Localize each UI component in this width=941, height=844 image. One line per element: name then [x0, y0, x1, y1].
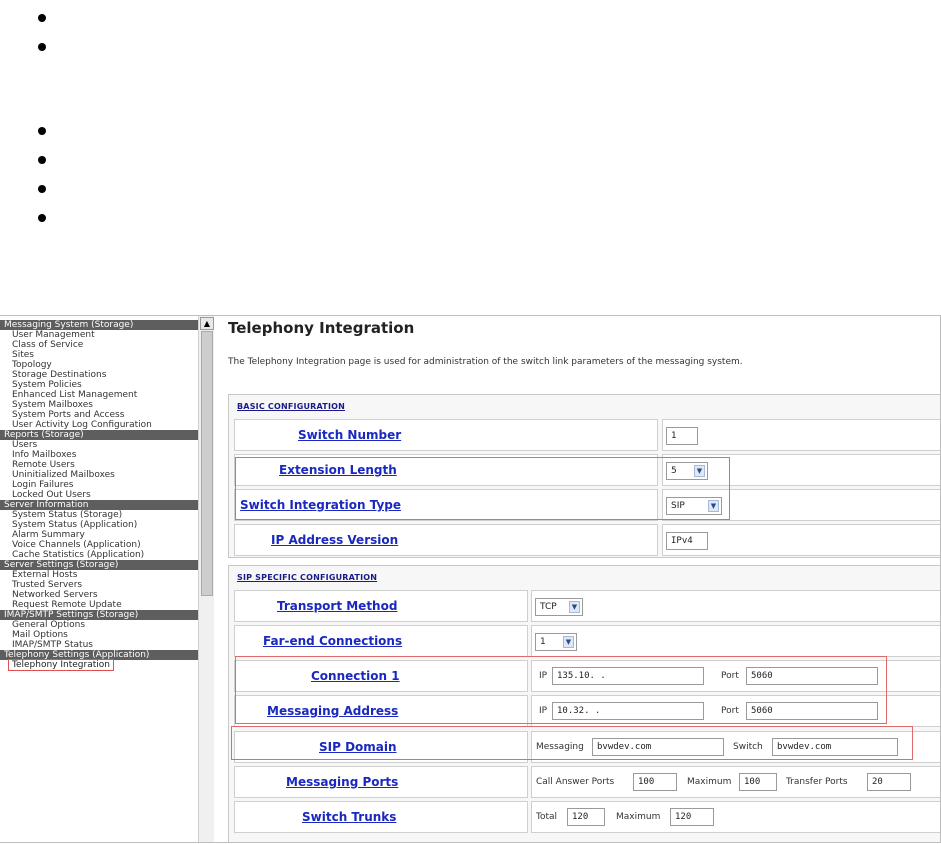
messaging-address-ip-input[interactable]: 10.32. .: [552, 702, 704, 720]
bullet-point: [38, 156, 46, 164]
ip-label: IP: [539, 671, 548, 681]
sidebar-item[interactable]: IMAP/SMTP Status: [12, 640, 93, 650]
basic-configuration-header: BASIC CONFIGURATION: [237, 402, 346, 411]
sidebar-item[interactable]: Class of Service: [12, 340, 84, 350]
ip-address-version-value-cell: [662, 524, 941, 556]
switch-integration-type-value: SIP: [671, 501, 685, 511]
port-label: Port: [721, 706, 739, 716]
sidebar-item[interactable]: User Management: [12, 330, 95, 340]
page-title: Telephony Integration: [228, 319, 415, 337]
sidebar-item[interactable]: Info Mailboxes: [12, 450, 77, 460]
sidebar-item[interactable]: Networked Servers: [12, 590, 98, 600]
messaging-address-value-cell: [531, 695, 941, 727]
transport-method-value-cell: [531, 590, 941, 622]
sidebar-group-header[interactable]: Reports (Storage): [0, 430, 198, 440]
far-end-connections-label[interactable]: Far-end Connections: [263, 634, 403, 648]
sidebar-item[interactable]: Storage Destinations: [12, 370, 107, 380]
messaging-ports-label[interactable]: Messaging Ports: [286, 775, 399, 789]
bullet-point: [38, 185, 46, 193]
transport-method-select[interactable]: [535, 598, 583, 616]
messaging-address-label-cell: [234, 695, 528, 727]
sidebar-group-header[interactable]: IMAP/SMTP Settings (Storage): [0, 610, 198, 620]
messaging-ports-value-cell: [531, 766, 941, 798]
switch-integration-type-label-cell: [234, 489, 658, 521]
chevron-down-icon[interactable]: ▼: [563, 636, 574, 648]
sidebar-item[interactable]: Request Remote Update: [12, 600, 122, 610]
sidebar-item[interactable]: System Mailboxes: [12, 400, 93, 410]
transfer-ports-label: Transfer Ports: [786, 777, 848, 787]
sidebar-item[interactable]: Users: [12, 440, 38, 450]
switch-number-label[interactable]: Switch Number: [298, 428, 402, 442]
messaging-address-label[interactable]: Messaging Address: [267, 704, 399, 718]
sidebar-item[interactable]: System Ports and Access: [12, 410, 125, 420]
chevron-down-icon[interactable]: ▼: [708, 500, 719, 512]
scrollbar-thumb[interactable]: [201, 331, 213, 596]
sidebar-item[interactable]: External Hosts: [12, 570, 78, 580]
scroll-up-icon[interactable]: ▲: [200, 317, 214, 330]
sidebar-group-header[interactable]: Telephony Settings (Application): [0, 650, 198, 660]
sidebar-nav: [0, 316, 214, 843]
connection-1-ip-input[interactable]: 135.10. .: [552, 667, 704, 685]
messaging-ports-label-cell: [234, 766, 528, 798]
sidebar-item[interactable]: Alarm Summary: [12, 530, 85, 540]
bullet-list: [0, 0, 941, 300]
sidebar-group-header[interactable]: Server Information: [0, 500, 198, 510]
call-answer-ports-input[interactable]: 100: [633, 773, 677, 791]
total-label: Total: [536, 812, 558, 822]
ip-address-version-label[interactable]: IP Address Version: [271, 533, 399, 547]
connection-1-port-input[interactable]: 5060: [746, 667, 878, 685]
sip-configuration-header: SIP SPECIFIC CONFIGURATION: [237, 573, 378, 582]
sidebar-list: [0, 320, 198, 670]
basic-configuration-panel: [228, 394, 941, 558]
extension-length-label-cell: [234, 454, 658, 486]
connection-1-value-cell: [531, 660, 941, 692]
extension-length-value-cell: [662, 454, 941, 486]
sidebar-item[interactable]: System Status (Application): [12, 520, 138, 530]
switch-integration-type-value-cell: [662, 489, 941, 521]
trunks-maximum-input[interactable]: 120: [670, 808, 714, 826]
switch-trunks-label-cell: [234, 801, 528, 833]
bullet-point: [38, 214, 46, 222]
sip-configuration-panel: [228, 565, 941, 843]
connection-1-label-cell: [234, 660, 528, 692]
chevron-down-icon[interactable]: ▼: [694, 465, 705, 477]
connection-1-label[interactable]: Connection 1: [311, 669, 400, 683]
extension-length-select[interactable]: [666, 462, 708, 480]
page-intro: The Telephony Integration page is used for administration of the switch link parameters of the messaging system.: [228, 357, 743, 367]
sidebar-item[interactable]: Login Failures: [12, 480, 74, 490]
far-end-connections-select[interactable]: [535, 633, 577, 651]
sidebar-item[interactable]: Trusted Servers: [12, 580, 83, 590]
ip-address-version-input[interactable]: IPv4: [666, 532, 708, 550]
switch-number-label-cell: [234, 419, 658, 451]
far-end-connections-value: 1: [540, 637, 546, 647]
sidebar-item[interactable]: Voice Channels (Application): [12, 540, 141, 550]
sidebar-item[interactable]: General Options: [12, 620, 86, 630]
switch-trunks-value-cell: [531, 801, 941, 833]
port-label: Port: [721, 671, 739, 681]
transport-method-value: TCP: [540, 602, 557, 612]
sidebar-item[interactable]: User Activity Log Configuration: [12, 420, 152, 430]
sidebar-group-header[interactable]: Messaging System (Storage): [0, 320, 198, 330]
sidebar-item[interactable]: Topology: [12, 360, 52, 370]
sidebar-item[interactable]: Uninitialized Mailboxes: [12, 470, 115, 480]
bullet-point: [38, 127, 46, 135]
sidebar-item[interactable]: Cache Statistics (Application): [12, 550, 145, 560]
switch-domain-input[interactable]: bvwdev.com: [772, 738, 898, 756]
sidebar-group-header[interactable]: Server Settings (Storage): [0, 560, 198, 570]
bullet-point: [38, 43, 46, 51]
maximum-label: Maximum: [687, 777, 732, 787]
sidebar-item[interactable]: [0, 660, 198, 670]
extension-length-value: 5: [671, 466, 677, 476]
transport-method-label-cell: [234, 590, 528, 622]
sidebar-item[interactable]: Sites: [12, 350, 34, 360]
sidebar-item-label-active[interactable]: Telephony Integration: [8, 659, 114, 671]
call-answer-ports-label: Call Answer Ports: [536, 777, 615, 787]
switch-domain-label: Switch: [733, 742, 763, 752]
sip-domain-value-cell: [531, 731, 941, 763]
main-content: [214, 316, 941, 843]
messaging-domain-input[interactable]: bvwdev.com: [592, 738, 724, 756]
maximum-ports-input[interactable]: 100: [739, 773, 777, 791]
bullet-point: [38, 14, 46, 22]
ip-label: IP: [539, 706, 548, 716]
sidebar-item[interactable]: Locked Out Users: [12, 490, 91, 500]
switch-trunks-label[interactable]: Switch Trunks: [302, 810, 397, 824]
sidebar-item[interactable]: Remote Users: [12, 460, 75, 470]
sip-domain-label-cell: [234, 731, 528, 763]
switch-number-value-cell: [662, 419, 941, 451]
extension-length-label[interactable]: Extension Length: [279, 463, 397, 477]
sidebar-item[interactable]: System Status (Storage): [12, 510, 123, 520]
trunks-maximum-label: Maximum: [616, 812, 661, 822]
messaging-address-port-input[interactable]: 5060: [746, 702, 878, 720]
ip-address-version-label-cell: [234, 524, 658, 556]
sip-domain-label[interactable]: SIP Domain: [319, 740, 397, 754]
sidebar-item[interactable]: Enhanced List Management: [12, 390, 138, 400]
total-trunks-input[interactable]: 120: [567, 808, 605, 826]
far-end-connections-value-cell: [531, 625, 941, 657]
messaging-domain-label: Messaging: [536, 742, 584, 752]
far-end-connections-label-cell: [234, 625, 528, 657]
switch-number-input[interactable]: 1: [666, 427, 698, 445]
chevron-down-icon[interactable]: ▼: [569, 601, 580, 613]
sidebar-item[interactable]: System Policies: [12, 380, 82, 390]
sidebar-scrollbar[interactable]: [198, 316, 214, 843]
sidebar-item[interactable]: Mail Options: [12, 630, 68, 640]
transport-method-label[interactable]: Transport Method: [277, 599, 398, 613]
switch-integration-type-select[interactable]: [666, 497, 722, 515]
transfer-ports-input[interactable]: 20: [867, 773, 911, 791]
switch-integration-type-label[interactable]: Switch Integration Type: [240, 498, 402, 512]
screenshot-window: [0, 315, 941, 843]
